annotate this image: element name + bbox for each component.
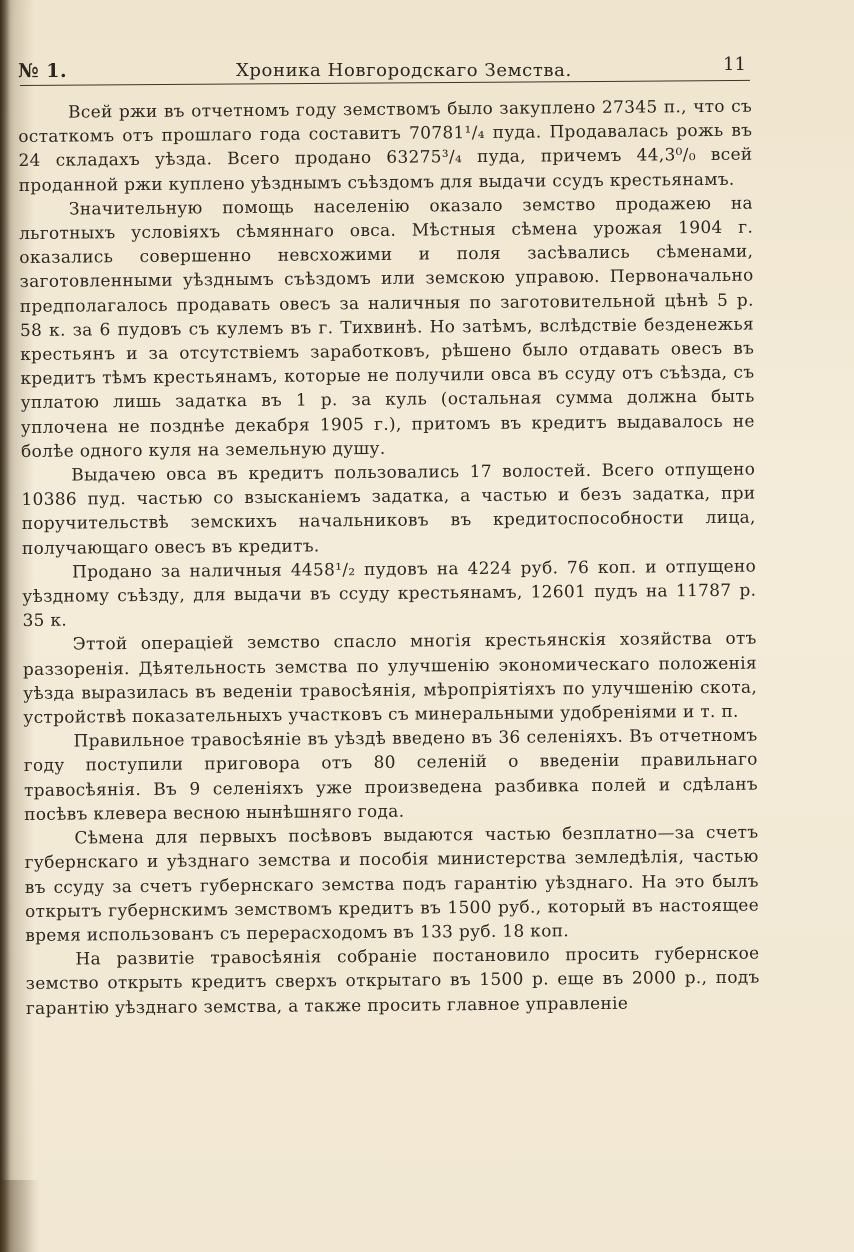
running-title: Хроника Новгородскаго Земства. bbox=[236, 60, 572, 81]
paragraph: Эттой операціей земство спасло многія крестьянскія хозяйства отъ раззоренія. Дѣятельность земства по улучшенію экономическаго положенія уѣзда выразилась въ веденіи травосѣянія, мѣропріятіяхъ по улучшенію скота, устройствѣ показательныхъ участковъ съ минеральными удобреніями и т. п. bbox=[22, 628, 758, 728]
paragraph: Значительную помощь населенію оказало земство продажею на льготныхъ условіяхъ сѣмяннаго овса. Мѣстныя сѣмена урожая 1904 г. оказались совершенно невсхожими и поля засѣвались сѣменами, заготовленными уѣзднымъ съѣздомъ или земскою управою. Первоначально предполагалось продавать овесъ за наличныя по заготовительной цѣнѣ 5 р. 58 к. за 6 пудовъ съ кулемъ въ г. Тихвинѣ. Но затѣмъ, вслѣдствіе безденежья крестьянъ и за отсутствіемъ заработковъ, рѣшено было отдавать овесъ въ кредитъ тѣмъ крестьянамъ, которые не получили овса въ ссуду отъ съѣзда, съ уплатою лишь задатка въ 1 р. за куль (остальная сумма должна быть уплочена не позднѣе декабря 1905 г.), притомъ въ кредитъ выдавалось не болѣе одного куля на земельную душу. bbox=[19, 192, 755, 461]
paragraph: Правильное травосѣяніе въ уѣздѣ введено въ 36 селеніяхъ. Въ отчетномъ году поступили приговора отъ 80 селеній о введеніи правильнаго травосѣянія. Въ 9 селеніяхъ уже произведена разбивка полей и сдѣланъ посѣвъ клевера весною нынѣшняго года. bbox=[23, 724, 759, 824]
paragraph: Выдачею овса въ кредитъ пользовались 17 волостей. Всего отпущено 10386 пуд. частью со взысканіемъ задатка, а частью и безъ задатка, при поручительствѣ земскихъ начальниковъ въ кредитоспособности лица, получающаго овесъ въ кредитъ. bbox=[21, 458, 756, 558]
issue-number: № 1. bbox=[18, 60, 68, 82]
page-number: 11 bbox=[723, 54, 746, 75]
paragraph: Всей ржи въ отчетномъ году земствомъ было закуплено 27345 п., что съ остаткомъ отъ прошлаго года составитъ 70781¹/₄ пуда. Продавалась рожь въ 24 складахъ уѣзда. Всего продано 63275³/₄ пуда, причемъ 44,3⁰/₀ всей проданной ржи куплено уѣзднымъ съѣздомъ для выдачи ссудъ крестьянамъ. bbox=[18, 95, 753, 195]
binding-shadow bbox=[0, 0, 10, 1252]
page-stain bbox=[0, 1180, 40, 1252]
paragraph: На развитіе травосѣянія собраніе постановило просить губернское земство открыть кредитъ сверхъ открытаго въ 1500 р. еще въ 2000 р., подъ гарантію уѣзднаго земства, а также просить главное управленіе bbox=[25, 942, 760, 1018]
paragraph: Продано за наличныя 4458¹/₂ пудовъ на 4224 руб. 76 коп. и отпущено уѣздному съѣзду, для выдачи въ ссуду крестьянамъ, 12601 пудъ на 11787 р. 35 к. bbox=[22, 555, 757, 631]
paragraph: Сѣмена для первыхъ посѣвовъ выдаются частью безплатно—за счетъ губернскаго и уѣзднаго земства и пособія министерства земледѣлія, частью въ ссуду за счетъ губернскаго земства подъ гарантію уѣзднаго. На это былъ открытъ губернскимъ земствомъ кредитъ въ 1500 руб., который въ настоящее время использованъ съ перерасходомъ въ 133 руб. 18 коп. bbox=[24, 821, 760, 945]
body-text bbox=[18, 94, 760, 1020]
